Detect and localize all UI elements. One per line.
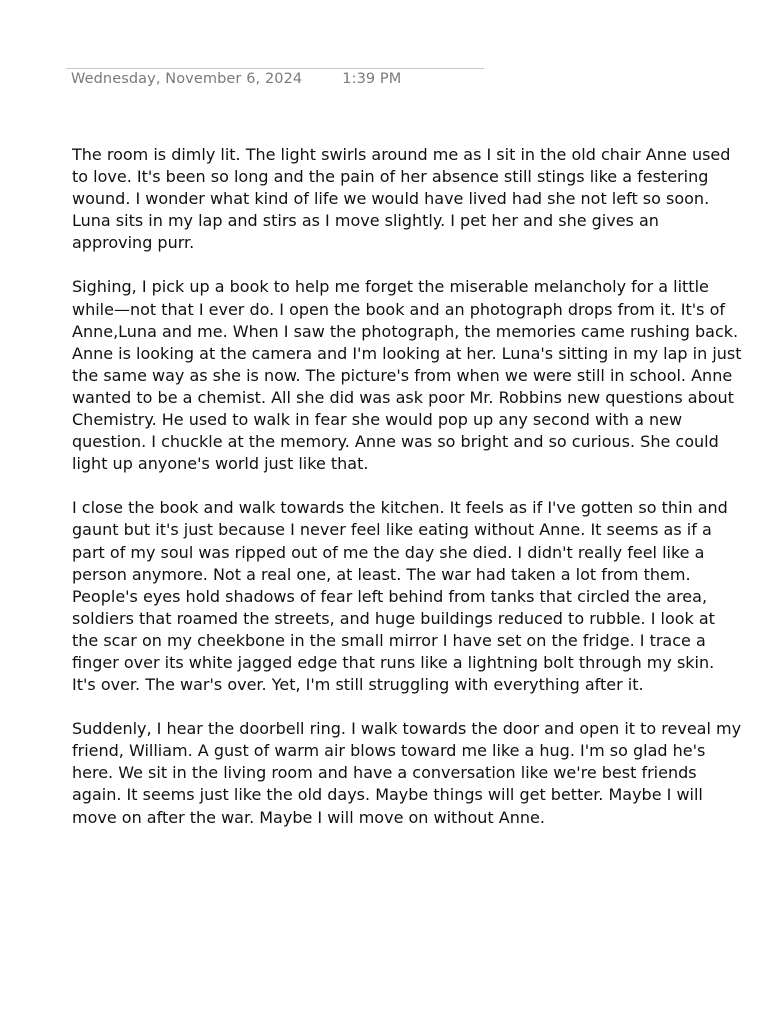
paragraph: Suddenly, I hear the doorbell ring. I walk towards the door and open it to reveal my friend, William. A gust of warm air blows toward me like a hug. I'm so glad he's here. We sit in the living room and have a conversation like we're best friends again. It seems just like the old days. Maybe things will get better. Maybe I will move on after the war. Maybe I will move on without Anne. (72, 719, 742, 827)
note-body[interactable] (72, 144, 742, 829)
paragraph: Sighing, I pick up a book to help me forget the miserable melancholy for a little while—not that I ever do. I open the book and an photograph drops from it. It's of Anne,Luna and me. When I saw the photograph, the memories came rushing back. Anne is looking at the camera and I'm looking at her. Luna's sitting in my lap in just the same way as she is now. The picture's from when we were still in school. Anne wanted to be a chemist. All she did was ask poor Mr. Robbins new questions about Chemistry. He used to walk in fear she would pop up any second with a new question. I chuckle at the memory. Anne was so bright and so curious. She could light up anyone's world just like that. (72, 277, 742, 474)
note-time: 1:39 PM (342, 71, 402, 87)
note-timestamp (71, 71, 401, 87)
paragraph: The room is dimly lit. The light swirls around me as I sit in the old chair Anne used to love. It's been so long and the pain of her absence still stings like a festering wound. I wonder what kind of life we would have lived had she not left so soon. Luna sits in my lap and stirs as I move slightly. I pet her and she gives an approving purr. (72, 145, 731, 253)
note-date: Wednesday, November 6, 2024 (71, 71, 303, 87)
paragraph: I close the book and walk towards the kitchen. It feels as if I've gotten so thin and gaunt but it's just because I never feel like eating without Anne. It seems as if a part of my soul was ripped out of me the day she died. I didn't really feel like a person anymore. Not a real one, at least. The war had taken a lot from them. People's eyes hold shadows of fear left behind from tanks that circled the area, soldiers that roamed the streets, and huge buildings reduced to rubble. I look at the scar on my cheekbone in the small mirror I have set on the fridge. I trace a finger over its white jagged edge that runs like a lightning bolt through my skin. It's over. The war's over. Yet, I'm still struggling with everything after it. (72, 498, 728, 695)
header-divider (66, 68, 484, 69)
